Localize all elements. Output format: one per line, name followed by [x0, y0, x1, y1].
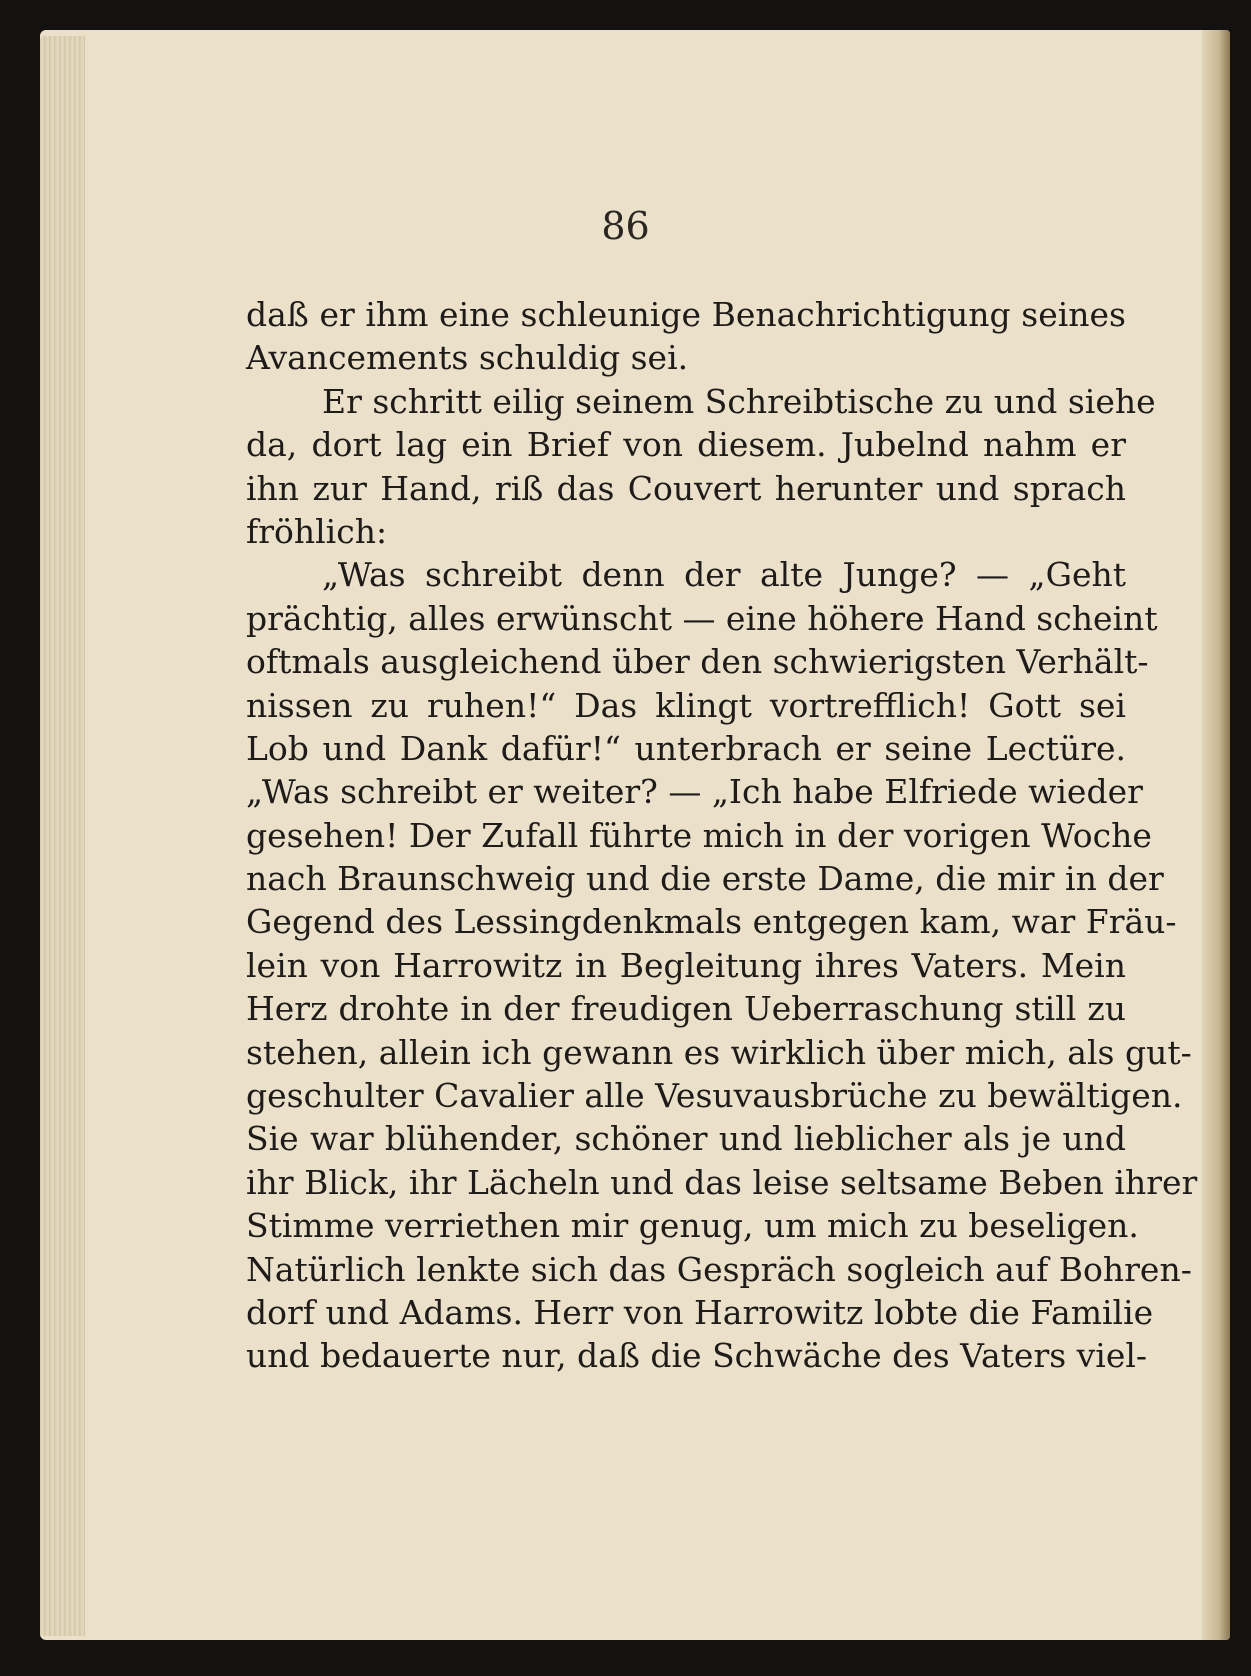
text-line: Er schritt eilig seinem Schreibtische zu und siehe	[322, 381, 1156, 421]
text-line: Lob und Dank dafür!“ unterbrach er seine Lectüre.	[246, 728, 1126, 768]
text-line: prächtig, alles erwünscht — eine höhere Hand scheint	[246, 598, 1158, 638]
text-line: daß er ihm eine schleunige Benachrichtigung seines	[246, 295, 1126, 334]
text-line: stehen, allein ich gewann es wirklich über mich, als gut-	[246, 1032, 1192, 1072]
text-line: oftmals ausgleichend über den schwierigsten Verhält-	[246, 642, 1149, 682]
text-line: Avancements schuldig sei.	[246, 338, 689, 378]
text-line: fröhlich:	[246, 511, 388, 551]
text-line: geschulter Cavalier alle Vesuvausbrüche zu bewältigen.	[246, 1076, 1183, 1116]
text-line: gesehen! Der Zufall führte mich in der vorigen Woche	[246, 815, 1152, 855]
text-line: und bedauerte nur, daß die Schwäche des Vaters viel-	[246, 1336, 1148, 1376]
text-line: ihr Blick, ihr Lächeln und das leise seltsame Beben ihrer	[246, 1162, 1198, 1202]
text-line: da, dort lag ein Brief von diesem. Jubelnd nahm er	[246, 425, 1126, 465]
text-line: „Was schreibt er weiter? — „Ich habe Elfriede wieder	[246, 772, 1143, 812]
text-line: Natürlich lenkte sich das Gespräch sogleich auf Bohren-	[246, 1249, 1192, 1289]
text-line: nach Braunschweig und die erste Dame, die mir in der	[246, 859, 1164, 899]
text-line: „Was schreibt denn der alte Junge? — „Geht	[322, 555, 1126, 595]
text-line: Sie war blühender, schöner und lieblicher als je und	[246, 1119, 1126, 1159]
text-line: Stimme verriethen mir genug, um mich zu beseligen.	[246, 1206, 1139, 1246]
text-line: Gegend des Lessingdenkmals entgegen kam, war Fräu-	[246, 902, 1177, 942]
text-line: lein von Harrowitz in Begleitung ihres Vaters. Mein	[246, 945, 1126, 985]
text-line: nissen zu ruhen!“ Das klingt vortrefflich! Gott sei	[246, 685, 1126, 725]
binding-gutter	[1202, 30, 1230, 1640]
page-edge-stack	[40, 36, 85, 1636]
text-line: Herz drohte in der freudigen Ueberraschung still zu	[246, 989, 1126, 1029]
body-text	[246, 293, 1198, 1378]
text-line: dorf und Adams. Herr von Harrowitz lobte die Familie	[246, 1292, 1154, 1332]
page-number: 86	[601, 204, 650, 248]
text-line: ihn zur Hand, riß das Couvert herunter und sprach	[246, 468, 1126, 508]
